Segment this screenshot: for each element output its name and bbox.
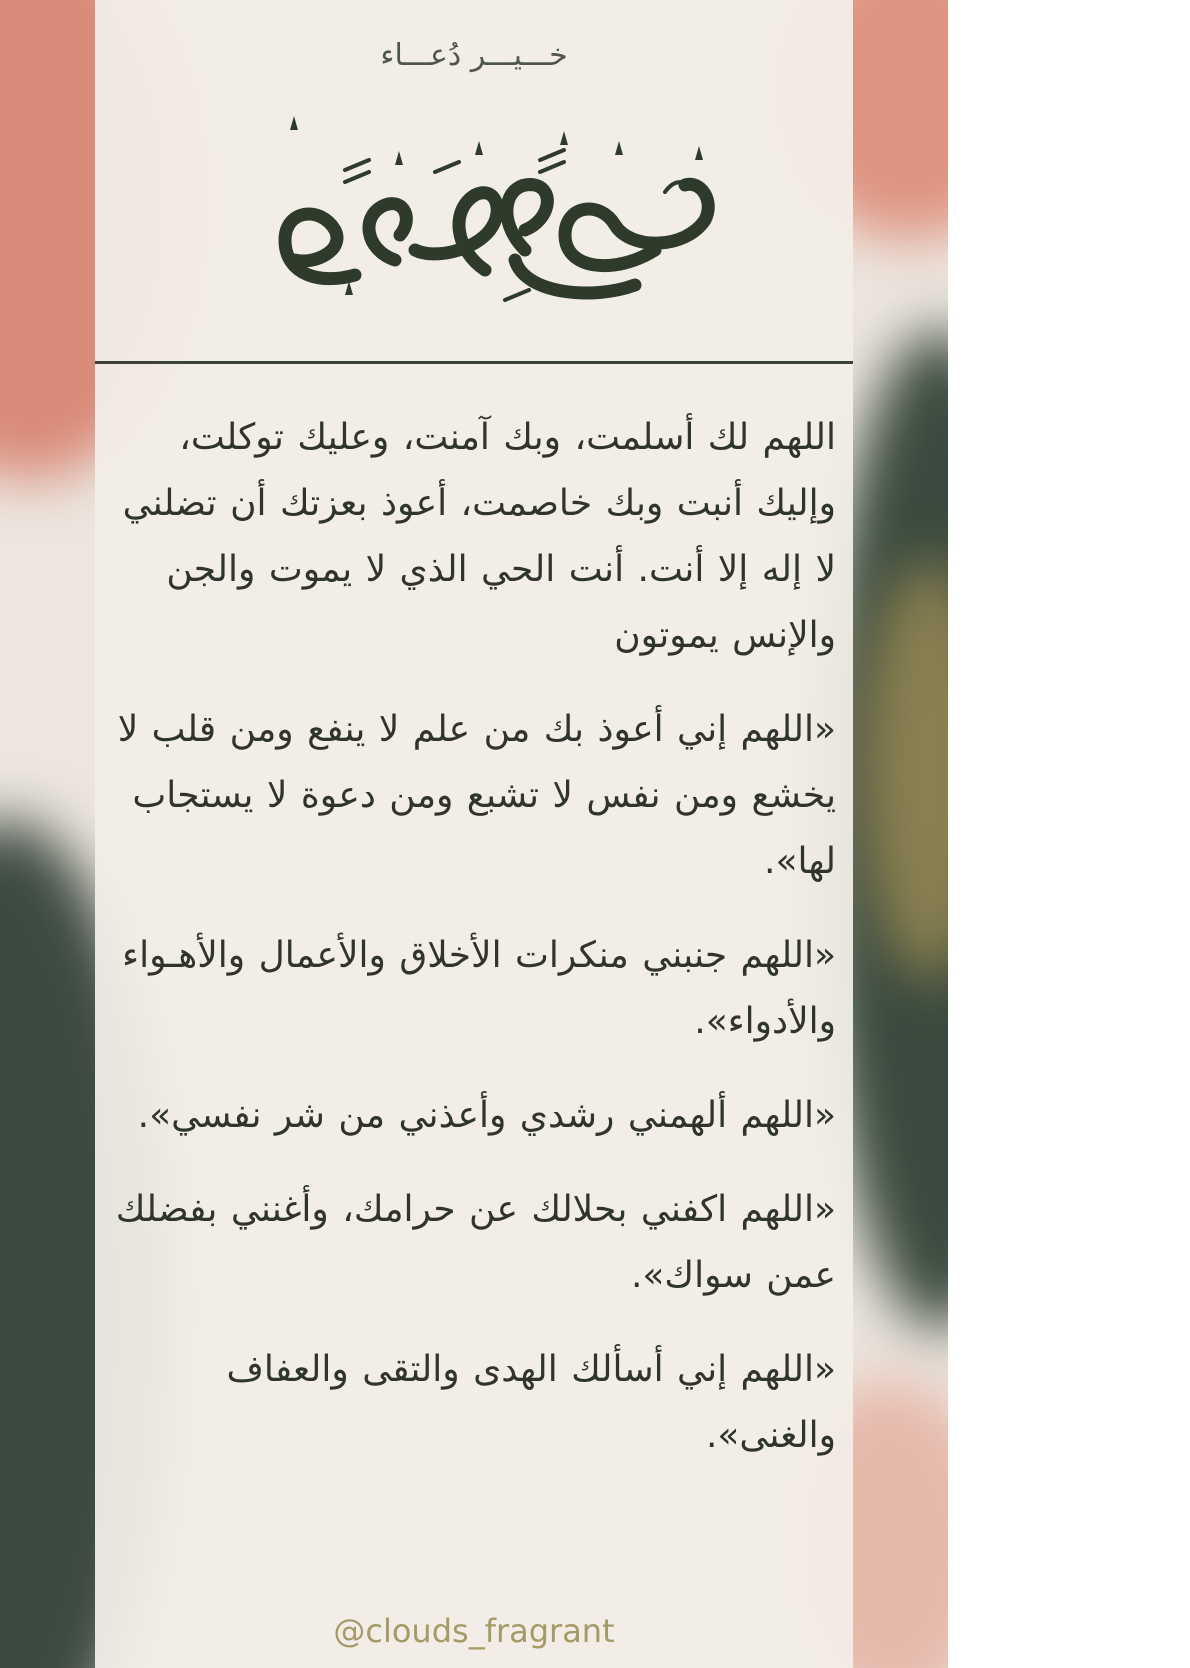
- prayer-text: «اللهم إني أسألك الهدى والتقى والعفاف والغنى».: [226, 1349, 836, 1456]
- prayer-text: «اللهم اكفني بحلالك عن حرامك، وأغنني بفضلك عمن سواك».: [115, 1189, 836, 1296]
- prayer-text: «اللهم إني أعوذ بك من علم لا ينفع ومن قلب لا يخشع ومن نفس لا تشبع ومن دعوة لا يستجاب لها».: [117, 709, 836, 882]
- divider: [95, 361, 853, 364]
- prayer-list: [115, 405, 836, 1497]
- author-handle: @clouds_fragrant: [333, 1612, 615, 1650]
- prayer-text: «اللهم ألهمني رشدي وأعذني من شر نفسي».: [137, 1095, 836, 1136]
- calligraphy-title: [95, 100, 853, 310]
- subtitle: خـــيـــر دُعـــاء: [380, 38, 568, 73]
- content-panel: [95, 0, 853, 1668]
- prayer-text: اللهم لك أسلمت، وبك آمنت، وعليك توكلت، وإليك أنبت وبك خاصمت، أعوذ بعزتك أن تضلني لا إله إلا أنت. أنت الحي الذي لا يموت والجن والإنس يموتون: [122, 417, 836, 656]
- calligraphy-title-art: [95, 100, 853, 310]
- prayer-text: «اللهم جنبني منكرات الأخلاق والأعمال والأهـواء والأدواء».: [122, 935, 836, 1042]
